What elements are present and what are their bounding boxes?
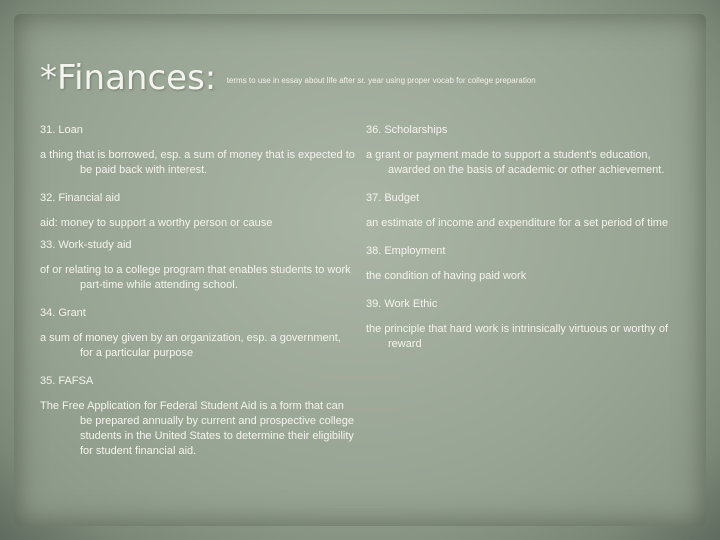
term-financial-aid: 32. Financial aid <box>40 192 121 204</box>
definition-grant: a sum of money given by an organization, esp. a government, for a particular purpose <box>40 332 341 359</box>
definition-work-ethic: the principle that hard work is intrinsically virtuous or worthy of reward <box>366 323 669 350</box>
term-grant: 34. Grant <box>40 307 86 319</box>
definition-employment: the condition of having paid work <box>366 270 527 282</box>
title-row <box>40 58 536 98</box>
definition-financial-aid: aid: money to support a worthy person or cause <box>40 217 273 229</box>
slide-subtitle: terms to use in essay about life after sr. year using proper vocab for college preparation <box>226 76 536 85</box>
term-fafsa: 35. FAFSA <box>40 375 94 387</box>
definition-budget: an estimate of income and expenditure for a set period of time <box>366 217 669 229</box>
term-scholarships: 36. Scholarships <box>366 124 448 136</box>
term-loan: 31. Loan <box>40 124 83 136</box>
definition-scholarships: a grant or payment made to support a student's education, awarded on the basis of academic or other achievement. <box>366 149 665 176</box>
definition-loan: a thing that is borrowed, esp. a sum of money that is expected to be paid back with interest. <box>40 149 355 176</box>
left-column <box>40 118 355 473</box>
term-budget: 37. Budget <box>366 192 420 204</box>
term-work-ethic: 39. Work Ethic <box>366 298 438 310</box>
slide-title: *Finances: <box>40 58 217 98</box>
right-column <box>366 118 686 366</box>
definition-fafsa: The Free Application for Federal Student Aid is a form that can be prepared annually by current and prospective college students in the United States to determine their eligibility for student financial aid. <box>40 400 354 457</box>
term-work-study-aid: 33. Work-study aid <box>40 239 132 251</box>
term-employment: 38. Employment <box>366 245 446 257</box>
definition-work-study-aid: of or relating to a college program that enables students to work part-time while attending school. <box>40 264 351 291</box>
